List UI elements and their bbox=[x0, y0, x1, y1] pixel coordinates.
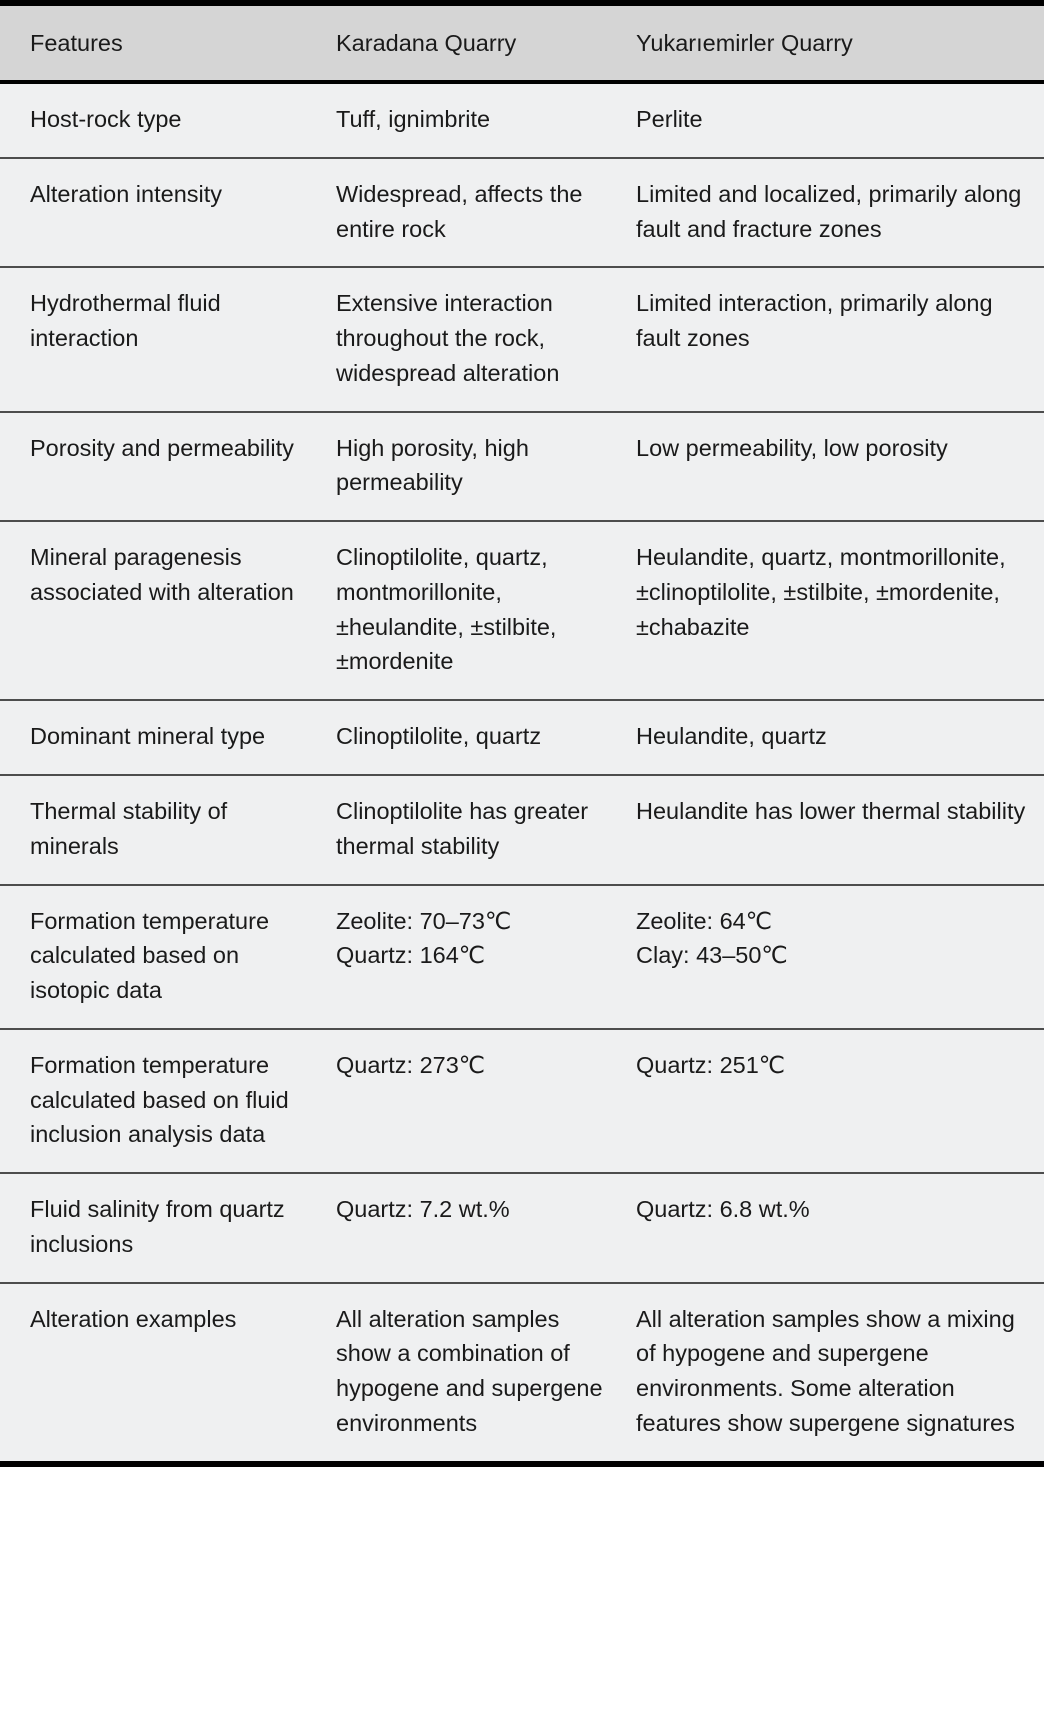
cell-yukariemirler-value bbox=[628, 775, 1044, 885]
cell-text: High porosity, high permeability bbox=[336, 434, 529, 496]
cell-yukariemirler-value bbox=[628, 1173, 1044, 1283]
table-row bbox=[0, 158, 1044, 268]
cell-karadana-value bbox=[328, 1283, 628, 1461]
cell-text: Clinoptilolite, quartz bbox=[336, 723, 542, 750]
cell-text: Dominant mineral type bbox=[30, 723, 266, 750]
cell-text: Perlite bbox=[636, 106, 703, 133]
cell-text: Limited interaction, primarily along fault zones bbox=[636, 290, 993, 352]
cell-feature-name bbox=[0, 1029, 328, 1173]
table-row bbox=[0, 1029, 1044, 1173]
cell-text: Quartz: 273℃ bbox=[336, 1051, 486, 1078]
cell-karadana-value bbox=[328, 775, 628, 885]
cell-feature-name bbox=[0, 82, 328, 158]
cell-karadana-value bbox=[328, 700, 628, 775]
cell-karadana-value bbox=[328, 82, 628, 158]
cell-karadana-value bbox=[328, 521, 628, 700]
table-row bbox=[0, 82, 1044, 158]
cell-yukariemirler-value bbox=[628, 521, 1044, 700]
table-header-row bbox=[0, 6, 1044, 82]
cell-feature-name bbox=[0, 412, 328, 522]
cell-feature-name bbox=[0, 700, 328, 775]
cell-text: Heulandite, quartz bbox=[636, 723, 827, 750]
cell-karadana-value bbox=[328, 267, 628, 411]
cell-feature-name bbox=[0, 885, 328, 1029]
cell-feature-name bbox=[0, 1173, 328, 1283]
cell-text: Tuff, ignimbrite bbox=[336, 106, 491, 133]
cell-text: Thermal stability of minerals bbox=[30, 798, 228, 859]
cell-text: Quartz: 7.2 wt.% bbox=[336, 1196, 510, 1223]
cell-yukariemirler-value bbox=[628, 1029, 1044, 1173]
cell-text: All alteration samples show a combination of hypogene and supergene environments bbox=[336, 1305, 603, 1436]
quarry-comparison-table bbox=[0, 6, 1044, 1461]
cell-text: Limited and localized, primarily along fault and fracture zones bbox=[636, 180, 1022, 242]
table-row bbox=[0, 1173, 1044, 1283]
table-header bbox=[0, 6, 1044, 82]
cell-yukariemirler-value bbox=[628, 158, 1044, 268]
cell-text: Formation temperature calculated based on fluid inclusion analysis data bbox=[30, 1051, 289, 1148]
cell-text: Porosity and permeability bbox=[30, 434, 294, 461]
cell-feature-name bbox=[0, 775, 328, 885]
cell-karadana-value bbox=[328, 1029, 628, 1173]
cell-line: Zeolite: 70–73℃ bbox=[336, 907, 512, 934]
cell-karadana-value bbox=[328, 158, 628, 268]
cell-feature-name bbox=[0, 521, 328, 700]
cell-text: Quartz: 6.8 wt.% bbox=[636, 1196, 810, 1223]
column-header-yukariemirler-quarry: Yukarıemirler Quarry bbox=[628, 6, 1044, 82]
cell-yukariemirler-value bbox=[628, 412, 1044, 522]
column-header-karadana-quarry: Karadana Quarry bbox=[328, 6, 628, 82]
cell-text: Formation temperature calculated based on isotopic data bbox=[30, 907, 270, 1004]
cell-text: Clinoptilolite, quartz, montmorillonite, ±heulandite, ±stilbite, ±mordenite bbox=[336, 544, 557, 675]
cell-line: Quartz: 164℃ bbox=[336, 942, 486, 969]
cell-feature-name bbox=[0, 158, 328, 268]
cell-text: Alteration intensity bbox=[30, 180, 223, 207]
cell-yukariemirler-value bbox=[628, 82, 1044, 158]
cell-text: Alteration examples bbox=[30, 1305, 237, 1332]
table-body bbox=[0, 82, 1044, 1461]
cell-karadana-value bbox=[328, 1173, 628, 1283]
cell-yukariemirler-value bbox=[628, 885, 1044, 1029]
cell-line: Clay: 43–50℃ bbox=[636, 942, 788, 969]
cell-text: Widespread, affects the entire rock bbox=[336, 180, 583, 242]
cell-text: Host-rock type bbox=[30, 106, 182, 133]
cell-text: Low permeability, low porosity bbox=[636, 434, 948, 461]
cell-text: Heulandite has lower thermal stability bbox=[636, 798, 1026, 825]
table-row bbox=[0, 521, 1044, 700]
cell-text: Hydrothermal fluid interaction bbox=[30, 290, 221, 352]
cell-karadana-value bbox=[328, 885, 628, 1029]
cell-text: Quartz: 251℃ bbox=[636, 1051, 786, 1078]
table-row bbox=[0, 267, 1044, 411]
cell-yukariemirler-value bbox=[628, 267, 1044, 411]
column-header-features: Features bbox=[0, 6, 328, 82]
cell-feature-name bbox=[0, 1283, 328, 1461]
cell-text: Clinoptilolite has greater thermal stability bbox=[336, 798, 589, 859]
cell-text: Mineral paragenesis associated with alteration bbox=[30, 544, 294, 605]
table-row bbox=[0, 775, 1044, 885]
cell-feature-name bbox=[0, 267, 328, 411]
cell-text: Extensive interaction throughout the rock, widespread alteration bbox=[336, 290, 560, 386]
table-row bbox=[0, 412, 1044, 522]
cell-text: Heulandite, quartz, montmorillonite, ±clinoptilolite, ±stilbite, ±mordenite, ±chabazite bbox=[636, 544, 1006, 640]
table-row bbox=[0, 1283, 1044, 1461]
table-row bbox=[0, 885, 1044, 1029]
cell-line: Zeolite: 64℃ bbox=[636, 907, 773, 934]
cell-text: All alteration samples show a mixing of hypogene and supergene environments. Some alteration features show supergene signatures bbox=[636, 1305, 1015, 1436]
cell-yukariemirler-value bbox=[628, 1283, 1044, 1461]
table-row bbox=[0, 700, 1044, 775]
cell-yukariemirler-value bbox=[628, 700, 1044, 775]
cell-text: Fluid salinity from quartz inclusions bbox=[30, 1196, 285, 1257]
cell-karadana-value bbox=[328, 412, 628, 522]
